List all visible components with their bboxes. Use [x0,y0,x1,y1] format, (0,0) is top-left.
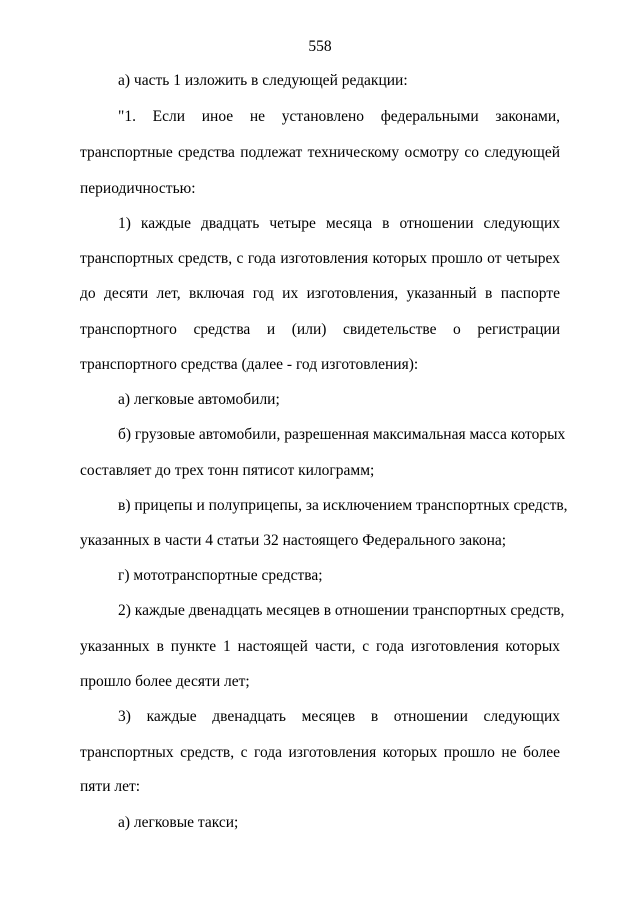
text-line: транспортных средств, с года изготовления которых прошло от четырех [80,250,560,267]
text-line: составляет до трех тонн пятисот килограмм; [80,462,375,479]
text-line: указанных в пункте 1 настоящей части, с года изготовления которых [80,638,560,655]
text-line: б) грузовые автомобили, разрешенная максимальная масса которых [118,426,566,443]
text-line: а) часть 1 изложить в следующей редакции: [118,72,408,89]
text-line: периодичностью: [80,180,196,197]
text-line: транспортные средства подлежат техническому осмотру со следующей [80,144,560,161]
text-line: 3) каждые двенадцать месяцев в отношении следующих [118,708,560,725]
text-line: транспортных средств, с года изготовления которых прошло не более [80,744,560,761]
text-line: прошло более десяти лет; [80,673,250,690]
text-line: 2) каждые двенадцать месяцев в отношении транспортных средств, [118,602,565,619]
text-line: пяти лет: [80,778,141,795]
text-line: а) легковые такси; [118,814,239,831]
text-line: г) мототранспортные средства; [118,567,323,584]
text-line: транспортного средства (далее - год изготовления): [80,356,419,373]
text-line: 1) каждые двадцать четыре месяца в отношении следующих [118,215,560,232]
text-line: указанных в части 4 статьи 32 настоящего Федерального закона; [80,532,507,549]
text-line: до десяти лет, включая год их изготовления, указанный в паспорте [80,285,560,302]
text-line: в) прицепы и полуприцепы, за исключением транспортных средств, [118,497,568,514]
text-line: транспортного средства и (или) свидетельстве о регистрации [80,321,560,338]
text-line: а) легковые автомобили; [118,391,280,408]
text-line: "1. Если иное не установлено федеральными законами, [118,108,560,125]
page-number: 558 [308,38,332,55]
